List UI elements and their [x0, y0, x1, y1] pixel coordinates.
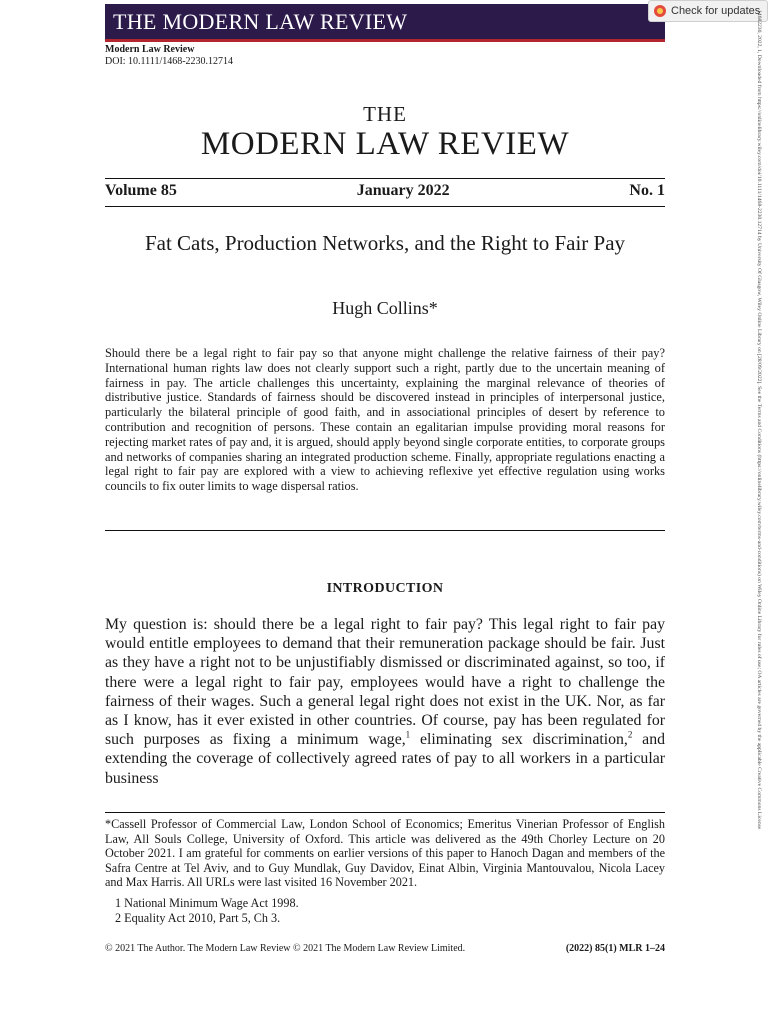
journal-name: Modern Law Review [105, 44, 195, 55]
check-for-updates-button[interactable] [648, 0, 768, 22]
doi: DOI: 10.1111/1468-2230.12714 [105, 56, 234, 67]
footnote: 2 Equality Act 2010, Part 5, Ch 3. [115, 910, 281, 925]
check-for-updates-label: Check for updates [671, 5, 761, 17]
body-text-part: eliminating sex discrimination, [410, 731, 628, 749]
volume: Volume 85 [105, 182, 177, 199]
author-footnote: *Cassell Professor of Commercial Law, London School of Economics; Emeritus Vinerian Professor of English Law, All Souls College, University of Oxford. This article was delivered as the 49th Chorley Lecture on 20 October 2021. I am grateful for comments on earlier versions of this paper to Hanoch Dagan and members of the Safra Centre at Tel Aviv, and to Guy Mundlak, Guy Davidov, Einat Albin, Virginia Mantouvalou, Nicola Lacey and Max Harris. All URLs were last visited 16 November 2021. [105, 817, 665, 890]
footnote-ref[interactable]: 2 [627, 729, 633, 740]
copyright: © 2021 The Author. The Modern Law Review © 2021 The Modern Law Review Limited. [105, 943, 466, 954]
crossmark-icon [654, 5, 666, 17]
footnote-divider [105, 812, 665, 813]
footnote: 1 National Minimum Wage Act 1998. [115, 896, 299, 910]
author: Hugh Collins* [332, 298, 438, 318]
divider [105, 206, 665, 207]
masthead-title: MODERN LAW REVIEW [200, 126, 570, 162]
download-notice: 14682230, 2022, 1, Downloaded from https://onlinelibrary.wiley.com/doi/10.1111/1468-2230.12714 by University Of Glasgow, Wiley Online Library on [28/09/2022]. See the Terms and Conditions (https://onlinelibrary.wiley.com/terms-and-conditions) on Wiley Online Library for rules of use; OA articles are governed by the applicable Creative Commons License [756, 10, 762, 830]
divider [105, 530, 665, 531]
body-text-part: and extending the coverage of collectively agreed rates of pay to all workers in a particular business [105, 731, 665, 787]
issue-info [105, 182, 665, 204]
journal-banner [105, 4, 665, 42]
footnote-list [115, 896, 655, 925]
journal-meta [105, 44, 233, 68]
banner-title: THE MODERN LAW REVIEW [113, 9, 408, 34]
masthead-the: THE [363, 102, 407, 126]
body-text-part: My question is: should there be a legal right to fair pay? This legal right to fair pay would entitle employees to demand that their remuneration package should be fair. Just as they have a right not to be unjustifiably dismissed or discriminated against, so too, if there were a legal right to fair pay, employees would have a right to challenge the fairness of their wages. Such a general legal right does not exist in the UK. Nor, as far as I know, has it ever existed in other countries. Of course, pay has been regulated for such purposes as fixing a minimum wage, [105, 616, 665, 749]
issue-number: No. 1 [629, 182, 665, 199]
divider [105, 178, 665, 179]
issue-date: January 2022 [356, 182, 450, 199]
section-heading: INTRODUCTION [326, 581, 444, 596]
page-footer [105, 943, 665, 954]
citation: (2022) 85(1) MLR 1–24 [565, 943, 665, 954]
footnote-ref[interactable]: 1 [405, 729, 411, 740]
abstract: Should there be a legal right to fair pay so that anyone might challenge the relative fairness of their pay? International human rights law does not clearly support such a right, partly due to the uncertain meaning of fairness in pay. The article challenges this uncertainty, explaining the marginal relevance of theories of distributive justice. Standards of fairness should be discovered instead in principles of interpersonal justice, particularly the bilateral principle of good faith, and in associational principles of desert by reference to contribution and recognition of persons. These contain an egalitarian impulse providing moral reasons for rejecting market rates of pay and, it is argued, should apply beyond single corporate entities, to corporate groups and networks of companies sharing an integrated production scheme. Finally, appropriate regulations enacting a legal right to fair pay are explored with a view to achieving reflexive yet effective regulation using works councils to fix outer limits to wage dispersal ratios. [105, 346, 665, 494]
body-paragraph [105, 615, 665, 788]
article-title: Fat Cats, Production Networks, and the Right to Fair Pay [144, 231, 626, 255]
